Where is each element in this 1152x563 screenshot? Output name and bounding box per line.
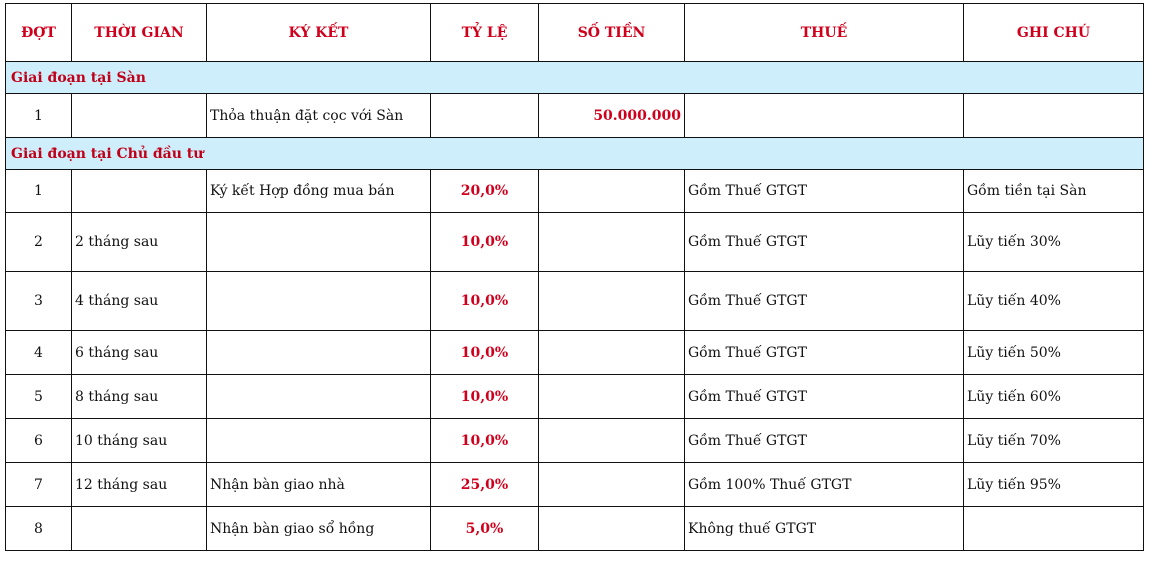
- cell-thoi-gian: 6 tháng sau: [72, 331, 207, 375]
- header-ty-le: TỶ LỆ: [431, 4, 539, 62]
- cell-dot: 6: [6, 419, 72, 463]
- table-row: [6, 94, 1144, 138]
- table-row: [6, 272, 1144, 331]
- cell-dot: 4: [6, 331, 72, 375]
- header-row: [6, 4, 1144, 62]
- cell-thue: Không thuế GTGT: [685, 507, 964, 551]
- cell-thue: Gồm Thuế GTGT: [685, 272, 964, 331]
- cell-ty-le: 10,0%: [431, 272, 539, 331]
- cell-ghi-chu: [964, 507, 1144, 551]
- header-so-tien: SỐ TIỀN: [539, 4, 685, 62]
- cell-thue: Gồm 100% Thuế GTGT: [685, 463, 964, 507]
- table-row: [6, 375, 1144, 419]
- table-row: [6, 463, 1144, 507]
- header-thue: THUẾ: [685, 4, 964, 62]
- table-row: [6, 331, 1144, 375]
- cell-ky-ket: [207, 375, 431, 419]
- cell-so-tien: [539, 463, 685, 507]
- cell-ghi-chu: Lũy tiến 30%: [964, 213, 1144, 272]
- cell-thoi-gian: [72, 94, 207, 138]
- cell-ty-le: 20,0%: [431, 170, 539, 213]
- cell-thue: Gồm Thuế GTGT: [685, 331, 964, 375]
- table-row: [6, 170, 1144, 213]
- cell-thoi-gian: 12 tháng sau: [72, 463, 207, 507]
- section-row-chu-dau-tu: [6, 138, 1144, 170]
- cell-thoi-gian: 10 tháng sau: [72, 419, 207, 463]
- cell-ty-le: 10,0%: [431, 331, 539, 375]
- cell-so-tien: [539, 375, 685, 419]
- cell-thue: Gồm Thuế GTGT: [685, 419, 964, 463]
- cell-dot: 2: [6, 213, 72, 272]
- cell-ty-le: 10,0%: [431, 419, 539, 463]
- cell-ty-le: 5,0%: [431, 507, 539, 551]
- header-dot: ĐỢT: [6, 4, 72, 62]
- cell-ty-le: 10,0%: [431, 213, 539, 272]
- cell-ky-ket: Nhận bàn giao nhà: [207, 463, 431, 507]
- cell-dot: 1: [6, 94, 72, 138]
- cell-ky-ket: [207, 213, 431, 272]
- cell-dot: 8: [6, 507, 72, 551]
- cell-so-tien: [539, 213, 685, 272]
- cell-thoi-gian: 4 tháng sau: [72, 272, 207, 331]
- header-thoi-gian: THỜI GIAN: [72, 4, 207, 62]
- cell-thue: [685, 94, 964, 138]
- cell-thue: Gồm Thuế GTGT: [685, 170, 964, 213]
- cell-ky-ket: [207, 331, 431, 375]
- cell-dot: 1: [6, 170, 72, 213]
- section-title: Giai đoạn tại Sàn: [6, 62, 1144, 94]
- cell-ky-ket: Ký kết Hợp đồng mua bán: [207, 170, 431, 213]
- cell-ty-le: 25,0%: [431, 463, 539, 507]
- cell-ghi-chu: Lũy tiến 40%: [964, 272, 1144, 331]
- payment-schedule-table: [5, 3, 1144, 551]
- cell-ky-ket: [207, 272, 431, 331]
- cell-ghi-chu: Lũy tiến 60%: [964, 375, 1144, 419]
- cell-ghi-chu: Gồm tiền tại Sàn: [964, 170, 1144, 213]
- cell-thoi-gian: [72, 507, 207, 551]
- cell-dot: 3: [6, 272, 72, 331]
- header-ghi-chu: GHI CHÚ: [964, 4, 1144, 62]
- cell-ky-ket: Thỏa thuận đặt cọc với Sàn: [207, 94, 431, 138]
- cell-so-tien: [539, 507, 685, 551]
- cell-so-tien: [539, 170, 685, 213]
- cell-ghi-chu: Lũy tiến 95%: [964, 463, 1144, 507]
- table-row: [6, 507, 1144, 551]
- section-row-san: [6, 62, 1144, 94]
- section-title: Giai đoạn tại Chủ đầu tư: [6, 138, 1144, 170]
- cell-thue: Gồm Thuế GTGT: [685, 375, 964, 419]
- table-row: [6, 419, 1144, 463]
- cell-thoi-gian: 8 tháng sau: [72, 375, 207, 419]
- cell-thoi-gian: [72, 170, 207, 213]
- cell-so-tien: 50.000.000: [539, 94, 685, 138]
- cell-thoi-gian: 2 tháng sau: [72, 213, 207, 272]
- table-row: [6, 213, 1144, 272]
- header-ky-ket: KÝ KẾT: [207, 4, 431, 62]
- cell-ghi-chu: Lũy tiến 70%: [964, 419, 1144, 463]
- cell-ky-ket: [207, 419, 431, 463]
- cell-so-tien: [539, 419, 685, 463]
- cell-ky-ket: Nhận bàn giao sổ hồng: [207, 507, 431, 551]
- cell-ty-le: 10,0%: [431, 375, 539, 419]
- cell-dot: 7: [6, 463, 72, 507]
- cell-so-tien: [539, 272, 685, 331]
- cell-so-tien: [539, 331, 685, 375]
- cell-ty-le: [431, 94, 539, 138]
- cell-ghi-chu: [964, 94, 1144, 138]
- cell-dot: 5: [6, 375, 72, 419]
- cell-thue: Gồm Thuế GTGT: [685, 213, 964, 272]
- cell-ghi-chu: Lũy tiến 50%: [964, 331, 1144, 375]
